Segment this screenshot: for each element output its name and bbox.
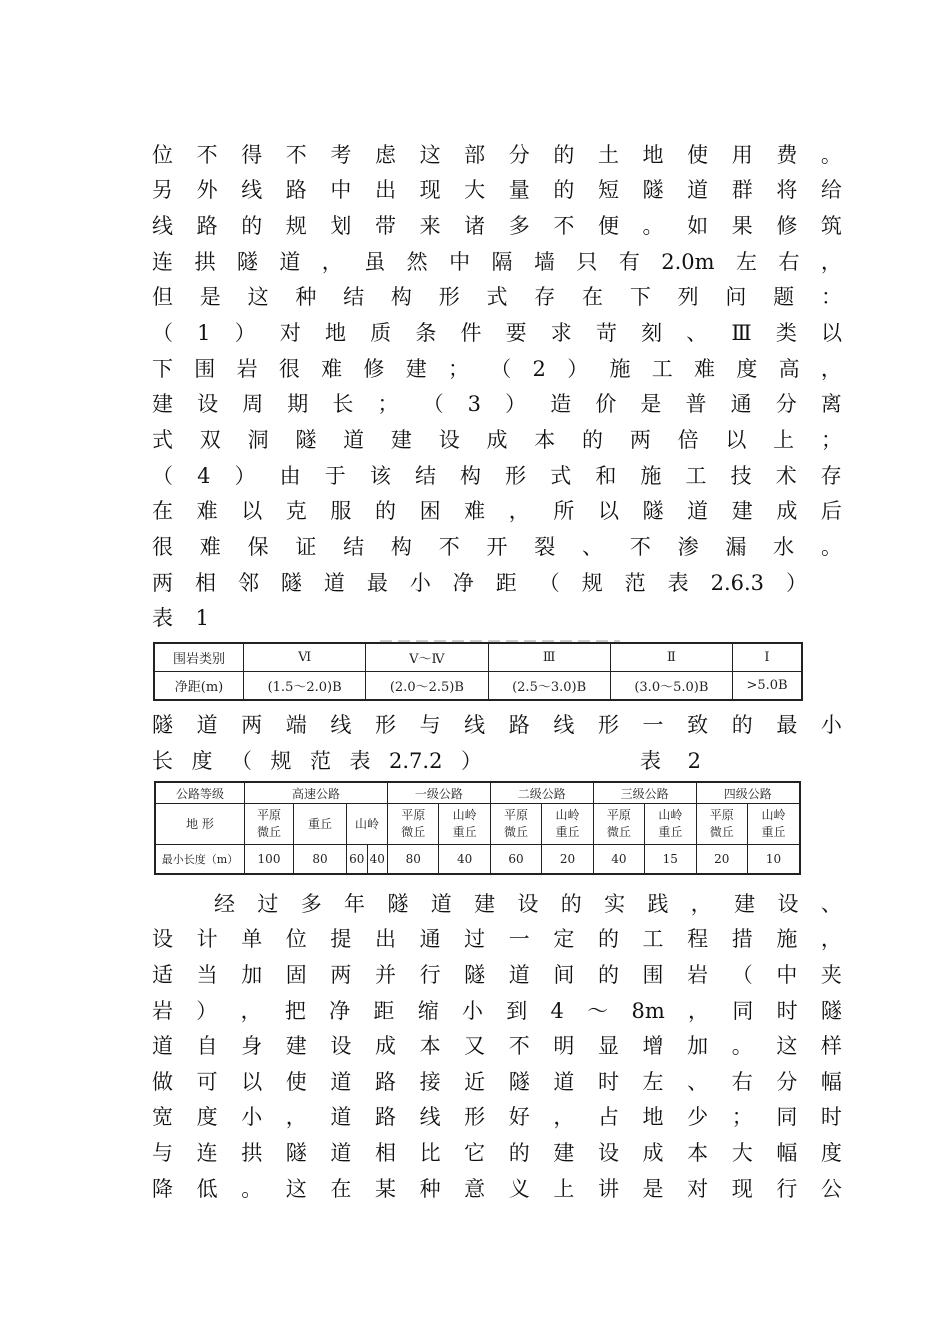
table1-row-header: 围岩类别 bbox=[154, 643, 244, 672]
table2-terrain-cell: 山岭 重丘 bbox=[542, 804, 593, 845]
table2-length-cell: 100 bbox=[245, 845, 294, 875]
table2-terrain-cell: 山岭 重丘 bbox=[645, 804, 696, 845]
table2-caption-text: 长 度 （ 规 范 表 2.7.2 ） bbox=[152, 749, 482, 773]
table2-grade-cell: 四级公路 bbox=[696, 782, 800, 804]
text-line: 连 拱 隧 道 ， 虽 然 中 隔 墙 只 有 2.0m 左 右 ， bbox=[152, 250, 842, 274]
table1-row-class bbox=[154, 643, 802, 672]
text-line: 岩 ） ， 把 净 距 缩 小 到 4 ～ 8m ， 同 时 隧 bbox=[152, 999, 842, 1023]
text-line: 式 双 洞 隧 道 建 设 成 本 的 两 倍 以 上 ； bbox=[152, 428, 842, 452]
text-line: 另 外 线 路 中 出 现 大 量 的 短 隧 道 群 将 给 bbox=[152, 178, 842, 202]
table2-row-header: 最小长度（m） bbox=[155, 845, 245, 875]
table1-cell: Ⅱ bbox=[610, 643, 732, 672]
table1-row-header: 净距(m) bbox=[154, 672, 244, 701]
table2-grade-cell: 三级公路 bbox=[593, 782, 696, 804]
table2-row-header: 公路等级 bbox=[155, 782, 245, 804]
table1-cell: Ⅲ bbox=[488, 643, 610, 672]
text-line: 与 连 拱 隧 道 相 比 它 的 建 设 成 本 大 幅 度 bbox=[152, 1141, 842, 1165]
table1-row-distance bbox=[154, 672, 802, 701]
table2-length-cell: 15 bbox=[645, 845, 696, 875]
table2-length-cell: 60 bbox=[347, 845, 368, 873]
table1-cell: >5.0B bbox=[733, 672, 803, 701]
table2-length-cell: 40 bbox=[369, 852, 385, 866]
text-line: 适 当 加 固 两 并 行 隧 道 间 的 围 岩 （ 中 夹 bbox=[152, 963, 842, 987]
table1-cell: Ⅰ bbox=[733, 643, 803, 672]
table2-caption-line bbox=[152, 744, 482, 779]
text-line: 宽 度 小 ， 道 路 线 形 好 ， 占 地 少 ； 同 时 bbox=[152, 1105, 842, 1129]
text-line: 很 难 保 证 结 构 不 开 裂 、 不 渗 漏 水 。 bbox=[152, 535, 842, 559]
text-line: 位 不 得 不 考 虑 这 部 分 的 土 地 使 用 费 。 bbox=[152, 143, 842, 167]
table2-grade-cell: 一级公路 bbox=[388, 782, 491, 804]
table2-length-split bbox=[347, 845, 388, 875]
text-line: 做 可 以 使 道 路 接 近 隧 道 时 左 、 右 分 幅 bbox=[152, 1070, 842, 1094]
table2-length-cell: 20 bbox=[696, 845, 747, 875]
table2-caption-line: 隧 道 两 端 线 形 与 线 路 线 形 一 致 的 最 小 bbox=[152, 713, 842, 737]
table2-terrain-cell: 平原 微丘 bbox=[593, 804, 644, 845]
table2-terrain-cell: 山岭 重丘 bbox=[439, 804, 490, 845]
table2-terrain-cell: 山岭 重丘 bbox=[747, 804, 800, 845]
table2-row-header: 地 形 bbox=[155, 804, 245, 845]
table1-cell: (2.5～3.0)B bbox=[488, 672, 610, 701]
table2-caption: 表 2 bbox=[640, 749, 712, 773]
table2-length-cell: 80 bbox=[388, 845, 439, 875]
text-line: 两 相 邻 隧 道 最 小 净 距 （ 规 范 表 2.6.3 ） bbox=[152, 571, 807, 595]
table2-terrain-cell: 平原 微丘 bbox=[696, 804, 747, 845]
text-line: 道 自 身 建 设 成 本 又 不 明 显 增 加 。 这 样 bbox=[152, 1034, 842, 1058]
table1-cell: (3.0～5.0)B bbox=[610, 672, 732, 701]
table1-cell: (1.5～2.0)B bbox=[244, 672, 366, 701]
table2-length-cell: 10 bbox=[747, 845, 800, 875]
table2-terrain-cell: 平原 微丘 bbox=[245, 804, 294, 845]
table2-length-cell: 40 bbox=[439, 845, 490, 875]
table2-terrain-cell: 平原 微丘 bbox=[388, 804, 439, 845]
text-line: 经 过 多 年 隧 道 建 设 的 实 践 ， 建 设 、 bbox=[214, 892, 842, 916]
table1-caption: 表 1 bbox=[152, 606, 218, 630]
table2-row-terrain bbox=[155, 804, 800, 845]
text-line: 建 设 周 期 长 ； （ 3 ） 造 价 是 普 通 分 离 bbox=[152, 392, 842, 416]
text-line: 降 低 。 这 在 某 种 意 义 上 讲 是 对 现 行 公 bbox=[152, 1177, 842, 1201]
table2-grade-cell: 二级公路 bbox=[490, 782, 593, 804]
text-line: 下 围 岩 很 难 修 建 ； （ 2 ） 施 工 难 度 高 ， bbox=[152, 357, 842, 381]
table1-cell: Ⅴ～Ⅳ bbox=[366, 643, 488, 672]
text-line: （ 4 ） 由 于 该 结 构 形 式 和 施 工 技 术 存 bbox=[152, 464, 842, 488]
table1-cell: Ⅵ bbox=[244, 643, 366, 672]
table2-row-length bbox=[155, 845, 800, 875]
text-line: （ 1 ） 对 地 质 条 件 要 求 苛 刻 、 Ⅲ 类 以 bbox=[152, 321, 842, 345]
table2-terrain-cell: 平原 微丘 bbox=[490, 804, 541, 845]
text-line: 设 计 单 位 提 出 通 过 一 定 的 工 程 措 施 ， bbox=[152, 927, 842, 951]
table2-grade-cell: 高速公路 bbox=[245, 782, 388, 804]
table2-length-cell: 60 bbox=[490, 845, 541, 875]
text-line: 但 是 这 种 结 构 形 式 存 在 下 列 问 题 ： bbox=[152, 285, 842, 309]
table2-row-grade bbox=[155, 782, 800, 804]
table2-length-cell: 80 bbox=[294, 845, 347, 875]
table2-terrain-cell: 重丘 bbox=[294, 804, 347, 845]
table1-cell: (2.0～2.5)B bbox=[366, 672, 488, 701]
table2-length-cell: 40 bbox=[593, 845, 644, 875]
table1-title-remnant bbox=[380, 628, 620, 638]
text-line: 在 难 以 克 服 的 困 难 ， 所 以 隧 道 建 成 后 bbox=[152, 499, 842, 523]
text-line: 线 路 的 规 划 带 来 诸 多 不 便 。 如 果 修 筑 bbox=[152, 214, 842, 238]
table2-terrain-cell: 山岭 bbox=[347, 804, 388, 845]
table2 bbox=[154, 781, 801, 875]
table2-length-cell: 20 bbox=[542, 845, 593, 875]
table1 bbox=[153, 642, 803, 701]
